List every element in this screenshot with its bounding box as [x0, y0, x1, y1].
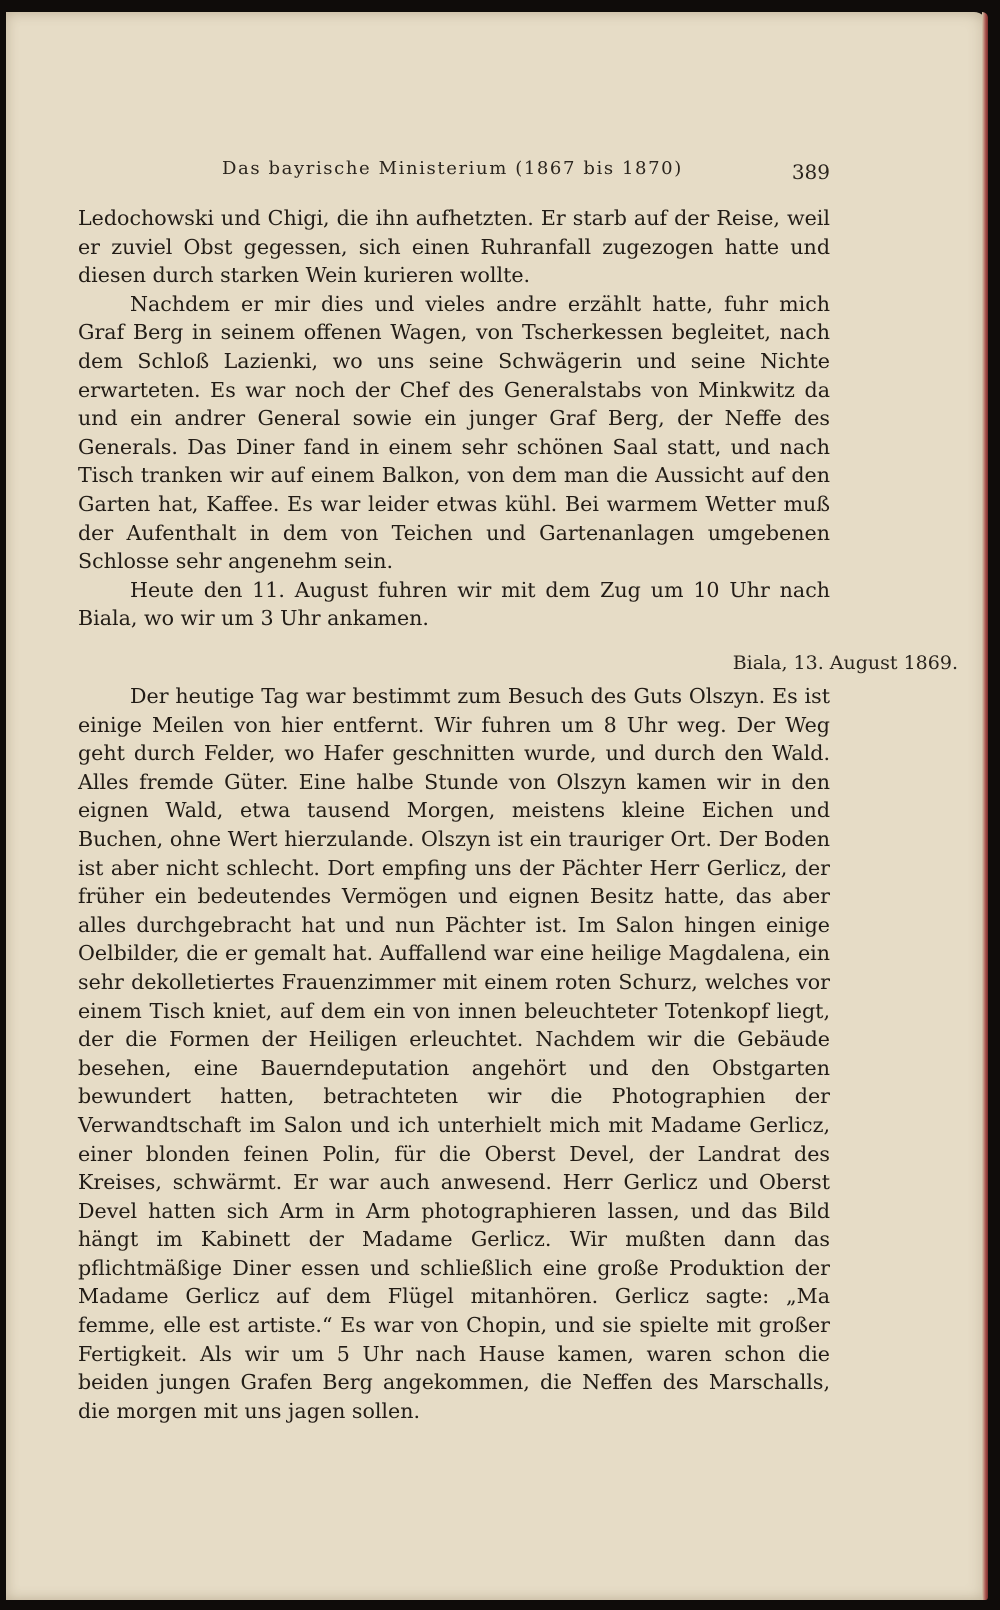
dateline: Biala, 13. August 1869. [732, 652, 958, 674]
text-block-2 [78, 682, 830, 1425]
text-block-1 [78, 204, 830, 633]
paragraph: Der heutige Tag war bestimmt zum Besuch des Guts Olszyn. Es ist einige Meilen von hier entfernt. Wir fuhren um 8 Uhr weg. Der Weg geht durch Felder, wo Hafer geschnitten wurde, und durch den Wald. Alles fremde Güter. Eine halbe Stunde von Olszyn kamen wir in den eignen Wald, etwa tausend Morgen, meistens kleine Eichen und Buchen, ohne Wert hierzulande. Olszyn ist ein trauriger Ort. Der Boden ist aber nicht schlecht. Dort empfing uns der Pächter Herr Gerlicz, der früher ein bedeutendes Vermögen und eignen Besitz hatte, das aber alles durchgebracht hat und nun Pächter ist. Im Salon hingen einige Oelbilder, die er gemalt hat. Auffallend war eine heilige Magdalena, ein sehr dekolletiertes Frauenzimmer mit einem roten Schurz, welches vor einem Tisch kniet, auf dem ein von innen beleuchteter Totenkopf liegt, der die Formen der Heiligen erleuchtet. Nachdem wir die Gebäude besehen, eine Bauerndeputation angehört und den Obstgarten bewundert hatten, betrachteten wir die Photographien der Verwandtschaft im Salon und ich unterhielt mich mit Madame Gerlicz, einer blonden feinen Polin, für die Oberst Devel, der Landrat des Kreises, schwärmt. Er war auch anwesend. Herr Gerlicz und Oberst Devel hatten sich Arm in Arm photographieren lassen, und das Bild hängt im Kabinett der Madame Gerlicz. Wir mußten dann das pflichtmäßige Diner essen und schließlich eine große Produktion der Madame Gerlicz auf dem Flügel mitanhören. Gerlicz sagte: „Ma femme, elle est artiste.“ Es war von Chopin, und sie spielte mit großer Fertigkeit. Als wir um 5 Uhr nach Hause kamen, waren schon die beiden jungen Grafen Berg angekommen, die Neffen des Marschalls, die morgen mit uns jagen sollen. [78, 684, 830, 1423]
paragraph: Heute den 11. August fuhren wir mit dem Zug um 10 Uhr nach Biala, wo wir um 3 Uhr ankamen. [78, 577, 830, 631]
running-title: Das bayrische Ministerium (1867 bis 1870) [222, 158, 683, 179]
page-number: 389 [791, 160, 830, 184]
paragraph: Ledochowski und Chigi, die ihn aufhetzten. Er starb auf der Reise, weil er zuviel Obst gegessen, sich einen Ruhranfall zugezogen hatte und diesen durch starken Wein kurieren wollte. [78, 206, 830, 288]
book-page [6, 12, 988, 1600]
page-header [72, 152, 830, 186]
page-edge [982, 12, 988, 1600]
paragraph: Nachdem er mir dies und vieles andre erzählt hatte, fuhr mich Graf Berg in seinem offenen Wagen, von Tscherkessen begleitet, nach dem Schloß Lazienki, wo uns seine Schwägerin und seine Nichte erwarteten. Es war noch der Chef des Generalstabs von Minkwitz da und ein andrer General sowie ein junger Graf Berg, der Neffe des Generals. Das Diner fand in einem sehr schönen Saal statt, und nach Tisch tranken wir auf einem Balkon, von dem man die Aussicht auf den Garten hat, Kaffee. Es war leider etwas kühl. Bei warmem Wetter muß der Aufenthalt in dem von Teichen und Gartenanlagen umgebenen Schlosse sehr angenehm sein. [78, 291, 830, 574]
